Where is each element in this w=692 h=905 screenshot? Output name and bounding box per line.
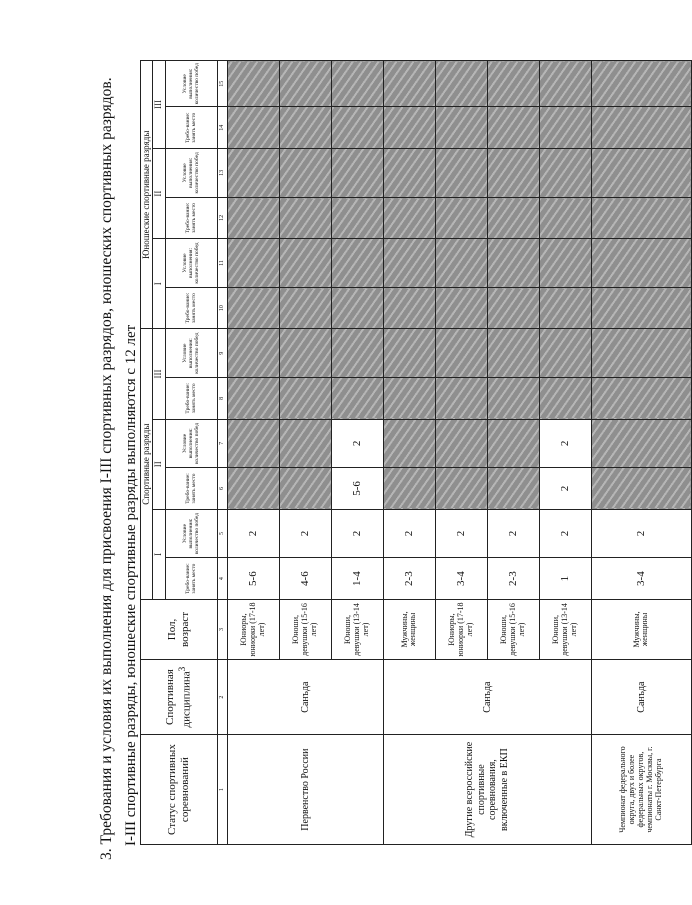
- header-req-place: Требо-вание: занять место: [165, 197, 217, 239]
- shaded-cell: [539, 149, 591, 198]
- discipline-footnote-mark: 3: [177, 666, 188, 672]
- shaded-cell: [435, 61, 487, 107]
- shaded-cell: [383, 239, 435, 288]
- wins-cell: 2: [331, 509, 383, 558]
- header-sport-rank-I: I: [153, 509, 165, 599]
- shaded-cell: [279, 197, 331, 239]
- shaded-cell: [279, 287, 331, 329]
- shaded-cell: [227, 61, 279, 107]
- shaded-cell: [487, 287, 539, 329]
- wins-cell: 2: [539, 509, 591, 558]
- shaded-cell: [279, 149, 331, 198]
- shaded-cell: [279, 468, 331, 510]
- column-number: 4: [217, 558, 227, 600]
- place-cell: 2-3: [487, 558, 539, 600]
- sex-age-cell: Мужчины, женщины: [383, 599, 435, 659]
- header-sex-age: Пол, возраст: [141, 599, 218, 659]
- shaded-cell: [383, 107, 435, 149]
- shaded-cell: [539, 239, 591, 288]
- place-cell: 4-6: [279, 558, 331, 600]
- sex-age-cell: Юноши, девушки (15-16 лет): [487, 599, 539, 659]
- header-req-place: Требо-вание: занять место: [165, 468, 217, 510]
- shaded-cell: [591, 107, 691, 149]
- shaded-cell: [383, 61, 435, 107]
- column-number: 5: [217, 509, 227, 558]
- header-youth-rank-II: II: [153, 149, 165, 239]
- shaded-cell: [383, 419, 435, 468]
- header-cond-wins: Условие выполнения: количество побед: [165, 239, 217, 288]
- table-row: [383, 61, 435, 845]
- wins-cell: 2: [279, 509, 331, 558]
- shaded-cell: [227, 107, 279, 149]
- column-number: 7: [217, 419, 227, 468]
- column-number: 11: [217, 239, 227, 288]
- shaded-cell: [383, 378, 435, 420]
- shaded-cell: [435, 468, 487, 510]
- place-cell: 2: [539, 468, 591, 510]
- header-req-place: Требо-вание: занять место: [165, 378, 217, 420]
- shaded-cell: [383, 197, 435, 239]
- table-subheading: I-III спортивные разряды, юношеские спортивные разряды выполняются с 12 лет: [123, 324, 139, 846]
- wins-cell: 2: [487, 509, 539, 558]
- shaded-cell: [591, 329, 691, 378]
- shaded-cell: [331, 149, 383, 198]
- shaded-cell: [279, 378, 331, 420]
- header-req-place: Требо-вание: занять место: [165, 107, 217, 149]
- shaded-cell: [591, 378, 691, 420]
- header-youth-rank-III: III: [153, 61, 165, 149]
- shaded-cell: [487, 468, 539, 510]
- column-number: 14: [217, 107, 227, 149]
- shaded-cell: [227, 468, 279, 510]
- place-cell: 1-4: [331, 558, 383, 600]
- discipline-cell: Санъда: [227, 660, 383, 735]
- wins-cell: 2: [591, 509, 691, 558]
- header-cond-wins: Условие выполнения: количество побед: [165, 61, 217, 107]
- shaded-cell: [435, 197, 487, 239]
- shaded-cell: [487, 378, 539, 420]
- sex-age-cell: Юниоры, юниорки (17-18 лет): [227, 599, 279, 659]
- shaded-cell: [539, 287, 591, 329]
- shaded-cell: [279, 61, 331, 107]
- shaded-cell: [331, 61, 383, 107]
- wins-cell: 2: [539, 419, 591, 468]
- header-discipline: Спортивная дисциплина$^3$: [141, 660, 218, 735]
- table-row: [591, 61, 691, 845]
- discipline-cell: Санъда: [383, 660, 591, 735]
- status-cell: Первенство России: [227, 735, 383, 845]
- column-number: 13: [217, 149, 227, 198]
- column-number: 15: [217, 61, 227, 107]
- sex-age-cell: Юниоры, юниорки (17-18 лет): [435, 599, 487, 659]
- shaded-cell: [487, 197, 539, 239]
- header-sport-rank-III: III: [153, 329, 165, 419]
- header-youth-ranks: Юношеские спортивные разряды: [141, 61, 153, 329]
- shaded-cell: [331, 329, 383, 378]
- shaded-cell: [539, 329, 591, 378]
- section-heading: 3. Требования и условия их выполнения для присвоения I-III спортивных разрядов, юношеских спортивных разрядов.: [98, 77, 115, 860]
- shaded-cell: [539, 197, 591, 239]
- place-cell: 5-6: [331, 468, 383, 510]
- shaded-cell: [331, 197, 383, 239]
- shaded-cell: [331, 239, 383, 288]
- status-cell: Чемпионат федерального округа, двух и более федеральных округов, чемпионаты г. Москвы, г. Санкт-Петербурга: [591, 735, 691, 845]
- shaded-cell: [279, 329, 331, 378]
- wins-cell: 2: [227, 509, 279, 558]
- column-number: 3: [217, 599, 227, 659]
- header-req-place: Требо-вание: занять место: [165, 558, 217, 600]
- sex-age-cell: Мужчины, женщины: [591, 599, 691, 659]
- status-cell: Другие всероссийские спортивные соревнования, включенные в ЕКП: [383, 735, 591, 845]
- shaded-cell: [331, 107, 383, 149]
- shaded-cell: [383, 329, 435, 378]
- wins-cell: 2: [435, 509, 487, 558]
- shaded-cell: [435, 287, 487, 329]
- column-number: 10: [217, 287, 227, 329]
- shaded-cell: [331, 287, 383, 329]
- requirements-table-container: [140, 60, 663, 845]
- shaded-cell: [227, 239, 279, 288]
- column-number: 8: [217, 378, 227, 420]
- header-cond-wins: Условие выполнения: количество побед: [165, 149, 217, 198]
- header-status: Статус спортивных соревнований: [141, 735, 218, 845]
- shaded-cell: [591, 468, 691, 510]
- shaded-cell: [591, 239, 691, 288]
- column-number: 12: [217, 197, 227, 239]
- sex-age-cell: Юноши, девушки (13-14 лет): [331, 599, 383, 659]
- shaded-cell: [591, 419, 691, 468]
- shaded-cell: [435, 149, 487, 198]
- sex-age-cell: Юноши, девушки (15-16 лет): [279, 599, 331, 659]
- shaded-cell: [435, 107, 487, 149]
- column-number: 9: [217, 329, 227, 378]
- shaded-cell: [435, 419, 487, 468]
- place-cell: 2-3: [383, 558, 435, 600]
- shaded-cell: [227, 378, 279, 420]
- shaded-cell: [435, 329, 487, 378]
- shaded-cell: [487, 419, 539, 468]
- shaded-cell: [279, 419, 331, 468]
- wins-cell: 2: [383, 509, 435, 558]
- shaded-cell: [331, 378, 383, 420]
- header-sport-ranks: Спортивные разряды: [141, 329, 153, 600]
- column-number: 1: [217, 735, 227, 845]
- place-cell: 5-6: [227, 558, 279, 600]
- header-cond-wins: Условие выполнения: количество побед: [165, 509, 217, 558]
- header-cond-wins: Условие выполнения: количество побед: [165, 329, 217, 378]
- shaded-cell: [487, 239, 539, 288]
- place-cell: 1: [539, 558, 591, 600]
- shaded-cell: [227, 329, 279, 378]
- column-number: 6: [217, 468, 227, 510]
- shaded-cell: [435, 378, 487, 420]
- header-sport-rank-II: II: [153, 419, 165, 509]
- shaded-cell: [279, 107, 331, 149]
- shaded-cell: [539, 107, 591, 149]
- shaded-cell: [487, 107, 539, 149]
- header-youth-rank-I: I: [153, 239, 165, 329]
- wins-cell: 2: [331, 419, 383, 468]
- header-req-place: Требо-вание: занять место: [165, 287, 217, 329]
- shaded-cell: [487, 149, 539, 198]
- shaded-cell: [383, 287, 435, 329]
- table-row: [227, 61, 279, 845]
- shaded-cell: [591, 287, 691, 329]
- discipline-cell: Санъда: [591, 660, 691, 735]
- column-number: 2: [217, 660, 227, 735]
- shaded-cell: [279, 239, 331, 288]
- shaded-cell: [435, 239, 487, 288]
- shaded-cell: [539, 378, 591, 420]
- shaded-cell: [539, 61, 591, 107]
- shaded-cell: [227, 419, 279, 468]
- place-cell: 3-4: [435, 558, 487, 600]
- header-cond-wins: Условие выполнения: количество побед: [165, 419, 217, 468]
- shaded-cell: [227, 197, 279, 239]
- place-cell: 3-4: [591, 558, 691, 600]
- sex-age-cell: Юноши, девушки (13-14 лет): [539, 599, 591, 659]
- shaded-cell: [591, 149, 691, 198]
- requirements-table: [140, 60, 692, 845]
- column-number-row: [217, 61, 227, 845]
- shaded-cell: [227, 287, 279, 329]
- shaded-cell: [591, 61, 691, 107]
- shaded-cell: [383, 149, 435, 198]
- shaded-cell: [383, 468, 435, 510]
- shaded-cell: [227, 149, 279, 198]
- shaded-cell: [591, 197, 691, 239]
- shaded-cell: [487, 329, 539, 378]
- shaded-cell: [487, 61, 539, 107]
